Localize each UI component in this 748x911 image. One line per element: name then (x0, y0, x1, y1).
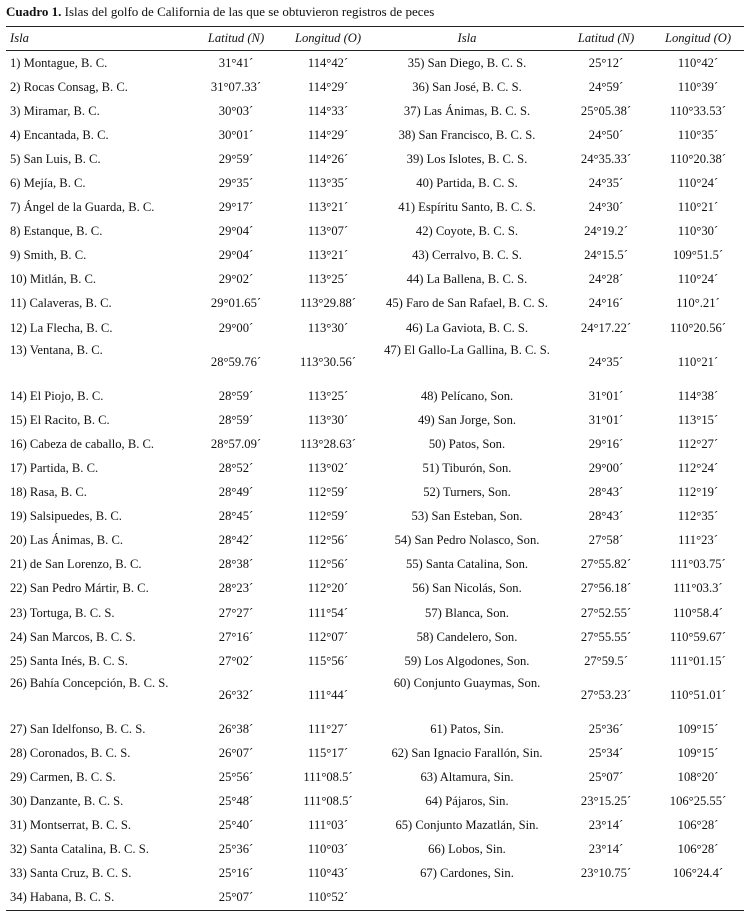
table-row (6, 456, 744, 480)
longitude-cell: 115°56´ (307, 653, 349, 668)
longitude-cell: 115°17´ (307, 745, 349, 760)
latitude-cell: 23°14´ (588, 818, 624, 833)
island-name-cell: 62) San Ignacio Farallón, Sin. (391, 745, 543, 760)
longitude-cell: 109°15´ (677, 721, 719, 736)
latitude-cell: 24°35.33´ (580, 151, 632, 166)
island-name-cell: 52) Turners, Son. (423, 485, 511, 500)
longitude-cell: 111°08.5´ (303, 769, 353, 784)
longitude-cell: 106°28´ (677, 818, 719, 833)
longitude-cell: 110°43´ (307, 866, 349, 881)
latitude-cell: 28°49´ (218, 485, 254, 500)
latitude-cell: 25°07´ (588, 769, 624, 784)
longitude-cell: 112°56´ (307, 557, 349, 572)
island-name-cell: 41) Espíritu Santo, B. C. S. (398, 200, 536, 215)
longitude-cell: 110°20.56´ (670, 320, 726, 335)
table-header-row (6, 27, 744, 51)
island-name-cell: 60) Conjunto Guaymas, Son. (393, 676, 541, 691)
latitude-cell: 28°52´ (218, 460, 254, 475)
latitude-cell: 28°42´ (218, 533, 254, 548)
caption-text: Islas del golfo de California de las que se obtuvieron registros de peces (64, 4, 435, 19)
island-name-cell: 61) Patos, Sin. (430, 721, 504, 736)
island-name-cell: 31) Montserrat, B. C. S. (10, 818, 132, 833)
latitude-cell: 25°05.38´ (580, 103, 632, 118)
longitude-cell: 110°33.53´ (670, 103, 726, 118)
table-row (6, 505, 744, 529)
island-name-cell: 65) Conjunto Mazatlán, Sin. (395, 818, 539, 833)
latitude-cell: 27°52.55´ (580, 605, 632, 620)
latitude-cell: 29°59´ (218, 151, 254, 166)
latitude-cell: 28°59´ (218, 412, 254, 427)
latitude-cell: 25°16´ (218, 866, 254, 881)
latitude-cell: 28°23´ (218, 581, 254, 596)
table-row (6, 292, 744, 316)
longitude-cell: 113°25´ (307, 388, 349, 403)
island-name-cell: 48) Pelícano, Son. (420, 388, 514, 403)
longitude-cell: 113°02´ (307, 460, 349, 475)
latitude-cell: 25°40´ (218, 818, 254, 833)
island-name-cell: 35) San Diego, B. C. S. (407, 55, 527, 70)
island-name-cell: 18) Rasa, B. C. (10, 485, 87, 500)
longitude-cell: 110°42´ (677, 55, 719, 70)
table-row (6, 481, 744, 505)
longitude-cell: 110°30´ (677, 224, 719, 239)
table-row (6, 408, 744, 432)
caption-label: Cuadro 1. (6, 4, 62, 19)
island-name-cell: 30) Danzante, B. C. S. (10, 794, 124, 809)
longitude-cell: 114°33´ (307, 103, 349, 118)
island-name-cell: 12) La Flecha, B. C. (10, 320, 113, 335)
longitude-cell: 110°03´ (307, 842, 349, 857)
longitude-cell: 111°03.75´ (670, 557, 726, 572)
longitude-cell: 113°29.88´ (300, 296, 356, 311)
island-name-cell: 8) Estanque, B. C. (10, 224, 103, 239)
latitude-cell: 31°01´ (588, 388, 624, 403)
island-name-cell: 58) Candelero, Son. (416, 629, 518, 644)
latitude-cell: 31°41´ (218, 55, 254, 70)
table-body (6, 51, 744, 911)
longitude-cell: 114°38´ (677, 388, 719, 403)
latitude-cell: 28°43´ (588, 485, 624, 500)
longitude-cell: 110°21´ (677, 354, 719, 369)
island-name-cell: 11) Calaveras, B. C. (10, 296, 112, 311)
island-name-cell: 49) San Jorge, Son. (417, 412, 517, 427)
island-name-cell: 44) La Ballena, B. C. S. (406, 272, 528, 287)
latitude-cell: 24°59´ (588, 79, 624, 94)
island-name-cell: 2) Rocas Consag, B. C. (10, 79, 128, 94)
island-name-cell: 63) Altamura, Sin. (420, 769, 514, 784)
table-row (6, 432, 744, 456)
table-row (6, 862, 744, 886)
island-name-cell: 38) San Francisco, B. C. S. (398, 127, 536, 142)
island-name-cell: 24) San Marcos, B. C. S. (10, 629, 136, 644)
longitude-cell: 113°30´ (307, 320, 349, 335)
island-name-cell: 25) Santa Inés, B. C. S. (10, 653, 128, 668)
longitude-cell: 114°42´ (307, 55, 349, 70)
island-name-cell: 45) Faro de San Rafael, B. C. S. (386, 296, 548, 311)
longitude-cell: 111°01.15´ (670, 653, 726, 668)
latitude-cell: 29°02´ (218, 272, 254, 287)
island-name-cell: 34) Habana, B. C. S. (6, 886, 190, 911)
island-name-cell: 32) Santa Catalina, B. C. S. (10, 842, 149, 857)
latitude-cell: 30°03´ (218, 103, 254, 118)
latitude-cell: 25°56´ (218, 769, 254, 784)
longitude-cell: 110°24´ (677, 272, 719, 287)
island-name-cell: 51) Tiburón, Son. (422, 460, 512, 475)
longitude-cell: 111°27´ (308, 721, 348, 736)
longitude-cell: 112°59´ (307, 509, 349, 524)
latitude-cell: 27°55.55´ (580, 629, 632, 644)
longitude-cell: 113°28.63´ (300, 436, 356, 451)
table-row (6, 51, 744, 76)
island-name-cell: 42) Coyote, B. C. S. (415, 224, 519, 239)
island-name-cell: 66) Lobos, Sin. (428, 842, 506, 857)
table-row (6, 577, 744, 601)
island-name-cell: 10) Mitlán, B. C. (10, 272, 97, 287)
table-row (6, 316, 744, 340)
latitude-cell: 28°45´ (218, 509, 254, 524)
longitude-cell: 111°44´ (308, 687, 348, 702)
longitude-cell: 110°20.38´ (670, 151, 726, 166)
latitude-cell: 26°38´ (218, 721, 254, 736)
latitude-cell: 28°59.76´ (210, 354, 262, 369)
latitude-cell: 29°00´ (218, 320, 254, 335)
latitude-cell: 23°15.25´ (580, 794, 632, 809)
island-name-cell: 28) Coronados, B. C. S. (10, 745, 131, 760)
latitude-cell: 31°01´ (588, 412, 624, 427)
latitude-cell: 24°15.5´ (584, 248, 628, 263)
longitude-cell: 111°54´ (308, 605, 348, 620)
longitude-cell: 111°23´ (678, 533, 718, 548)
latitude-cell: 27°53.23´ (580, 687, 632, 702)
longitude-cell: 106°24.4´ (672, 866, 724, 881)
table-row (6, 244, 744, 268)
longitude-cell: 110°59.67´ (670, 629, 726, 644)
latitude-cell: 27°56.18´ (580, 581, 632, 596)
island-name-cell: 13) Ventana, B. C. (10, 343, 103, 358)
table-row (6, 625, 744, 649)
table-row (6, 838, 744, 862)
table-row (6, 340, 744, 384)
longitude-cell: 106°25.55´ (669, 794, 727, 809)
latitude-cell: 27°02´ (218, 653, 254, 668)
island-name-cell: 50) Patos, Son. (428, 436, 506, 451)
latitude-cell: 28°38´ (218, 557, 254, 572)
island-name-cell: 46) La Gaviota, B. C. S. (405, 320, 529, 335)
island-name-cell: 4) Encantada, B. C. (10, 127, 109, 142)
island-name-cell: 67) Cardones, Sin. (420, 866, 514, 881)
longitude-cell: 109°51.5´ (672, 248, 724, 263)
island-name-cell: 17) Partida, B. C. (10, 460, 99, 475)
island-name-cell: 53) San Esteban, Son. (411, 509, 523, 524)
latitude-cell: 27°59.5´ (584, 653, 628, 668)
island-name-cell: 27) San Idelfonso, B. C. S. (10, 721, 146, 736)
latitude-cell: 27°16´ (218, 629, 254, 644)
latitude-cell: 29°16´ (588, 436, 624, 451)
island-name-cell: 20) Las Ánimas, B. C. (10, 533, 123, 548)
island-name-cell: 39) Los Islotes, B. C. S. (406, 151, 528, 166)
latitude-cell: 24°35´ (588, 176, 624, 191)
longitude-cell: 114°29´ (307, 127, 349, 142)
island-name-cell: 1) Montague, B. C. (10, 55, 108, 70)
latitude-cell: 25°36´ (588, 721, 624, 736)
latitude-cell: 30°01´ (218, 127, 254, 142)
table-row (6, 384, 744, 408)
longitude-cell: 111°03´ (308, 818, 348, 833)
table-caption (6, 4, 434, 20)
latitude-cell: 29°01.65´ (210, 296, 262, 311)
latitude-cell: 29°00´ (588, 460, 624, 475)
longitude-cell: 110°51.01´ (670, 687, 726, 702)
longitude-cell: 110°58.4´ (673, 605, 723, 620)
latitude-cell: 28°57.09´ (210, 436, 262, 451)
table-row (6, 75, 744, 99)
longitude-cell: 112°59´ (307, 485, 349, 500)
island-name-cell: 22) San Pedro Mártir, B. C. (10, 581, 149, 596)
longitude-cell: 113°30.56´ (300, 354, 356, 369)
island-name-cell: 26) Bahía Concepción, B. C. S. (10, 676, 169, 691)
island-name-cell: 36) San José, B. C. S. (412, 79, 522, 94)
longitude-cell: 113°15´ (677, 412, 719, 427)
table-row (6, 814, 744, 838)
longitude-cell: 113°21´ (307, 248, 349, 263)
table-row (6, 553, 744, 577)
header-latitud: Latitud (N) (190, 27, 282, 51)
island-name-cell: 43) Cerralvo, B. C. S. (412, 248, 522, 263)
table-row (6, 741, 744, 765)
table-row (6, 99, 744, 123)
longitude-cell: 110°24´ (677, 176, 719, 191)
island-name-cell: 3) Miramar, B. C. (10, 103, 100, 118)
table-row (6, 220, 744, 244)
latitude-cell: 25°12´ (588, 55, 624, 70)
latitude-cell: 26°32´ (218, 687, 254, 702)
header-longitud: Longitud (O) (282, 27, 374, 51)
header-isla-2: Isla (374, 27, 560, 51)
latitude-cell: 29°17´ (218, 200, 254, 215)
island-name-cell: 14) El Piojo, B. C. (10, 388, 104, 403)
latitude-cell: 28°43´ (588, 509, 624, 524)
island-name-cell: 64) Pájaros, Sin. (425, 794, 509, 809)
longitude-cell: 112°35´ (677, 509, 719, 524)
island-name-cell: 33) Santa Cruz, B. C. S. (10, 866, 132, 881)
longitude-cell: 112°20´ (307, 581, 349, 596)
table-row (6, 601, 744, 625)
island-name-cell: 55) Santa Catalina, Son. (405, 557, 529, 572)
longitude-cell: 110°.21´ (676, 296, 720, 311)
longitude-cell: 113°25´ (307, 272, 349, 287)
longitude-cell: 109°15´ (677, 745, 719, 760)
latitude-cell: 24°50´ (588, 127, 624, 142)
longitude-cell: 113°21´ (307, 200, 349, 215)
island-name-cell: 23) Tortuga, B. C. S. (10, 605, 115, 620)
table-row (6, 790, 744, 814)
longitude-cell: 110°52´ (282, 886, 374, 911)
table-row (6, 765, 744, 789)
island-name-cell: 5) San Luis, B. C. (10, 151, 101, 166)
latitude-cell: 31°07.33´ (210, 79, 262, 94)
longitude-cell: 112°56´ (307, 533, 349, 548)
latitude-cell: 24°30´ (588, 200, 624, 215)
island-name-cell: 37) Las Ánimas, B. C. S. (403, 103, 531, 118)
longitude-cell: 114°29´ (307, 79, 349, 94)
longitude-cell: 110°21´ (677, 200, 719, 215)
latitude-cell: 24°28´ (588, 272, 624, 287)
table-row (6, 717, 744, 741)
table-row (6, 171, 744, 195)
latitude-cell: 26°07´ (218, 745, 254, 760)
island-name-cell: 59) Los Algodones, Son. (404, 653, 530, 668)
table-row (6, 673, 744, 717)
latitude-cell: 25°34´ (588, 745, 624, 760)
island-name-cell: 6) Mejía, B. C. (10, 176, 86, 191)
longitude-cell: 114°26´ (307, 151, 349, 166)
longitude-cell: 113°07´ (307, 224, 349, 239)
longitude-cell: 113°35´ (307, 176, 349, 191)
latitude-cell: 24°17.22´ (580, 320, 632, 335)
longitude-cell: 111°03.3´ (673, 581, 723, 596)
header-isla: Isla (6, 27, 190, 51)
island-name-cell: 29) Carmen, B. C. S. (10, 769, 116, 784)
latitude-cell: 24°19.2´ (584, 224, 628, 239)
latitude-cell: 25°07´ (190, 886, 282, 911)
latitude-cell: 24°35´ (588, 354, 624, 369)
island-name-cell: 21) de San Lorenzo, B. C. (10, 557, 142, 572)
islands-table (6, 26, 744, 911)
island-name-cell: 19) Salsipuedes, B. C. (10, 509, 122, 524)
longitude-cell: 110°39´ (677, 79, 719, 94)
table-row (6, 123, 744, 147)
header-longitud-2: Longitud (O) (652, 27, 744, 51)
latitude-cell: 27°58´ (588, 533, 624, 548)
table-row (6, 196, 744, 220)
longitude-cell: 112°27´ (677, 436, 719, 451)
latitude-cell: 27°55.82´ (580, 557, 632, 572)
island-name-cell: 47) El Gallo-La Gallina, B. C. S. (384, 343, 550, 358)
longitude-cell: 110°35´ (677, 127, 719, 142)
island-name-cell: 9) Smith, B. C. (10, 248, 87, 263)
latitude-cell: 27°27´ (218, 605, 254, 620)
latitude-cell: 28°59´ (218, 388, 254, 403)
latitude-cell: 29°35´ (218, 176, 254, 191)
header-latitud-2: Latitud (N) (560, 27, 652, 51)
table-row (6, 147, 744, 171)
island-name-cell: 56) San Nicolás, Son. (412, 581, 522, 596)
longitude-cell: 111°08.5´ (303, 794, 353, 809)
island-name-cell: 40) Partida, B. C. S. (416, 176, 518, 191)
longitude-cell: 106°28´ (677, 842, 719, 857)
island-name-cell: 15) El Racito, B. C. (10, 412, 110, 427)
island-name-cell: 54) San Pedro Nolasco, Son. (394, 533, 540, 548)
longitude-cell: 108°20´ (677, 769, 719, 784)
island-name-cell: 16) Cabeza de caballo, B. C. (10, 436, 155, 451)
latitude-cell: 24°16´ (588, 296, 624, 311)
table-row (6, 529, 744, 553)
latitude-cell: 23°10.75´ (580, 866, 632, 881)
latitude-cell: 29°04´ (218, 224, 254, 239)
longitude-cell: 112°07´ (307, 629, 349, 644)
latitude-cell: 25°48´ (218, 794, 254, 809)
island-name-cell: 57) Blanca, Son. (425, 605, 509, 620)
table-row (6, 649, 744, 673)
latitude-cell: 23°14´ (588, 842, 624, 857)
latitude-cell: 25°36´ (218, 842, 254, 857)
longitude-cell: 112°19´ (677, 485, 719, 500)
longitude-cell: 113°30´ (307, 412, 349, 427)
longitude-cell: 112°24´ (677, 460, 719, 475)
latitude-cell: 29°04´ (218, 248, 254, 263)
table-row (6, 268, 744, 292)
island-name-cell: 7) Ángel de la Guarda, B. C. (10, 200, 155, 215)
